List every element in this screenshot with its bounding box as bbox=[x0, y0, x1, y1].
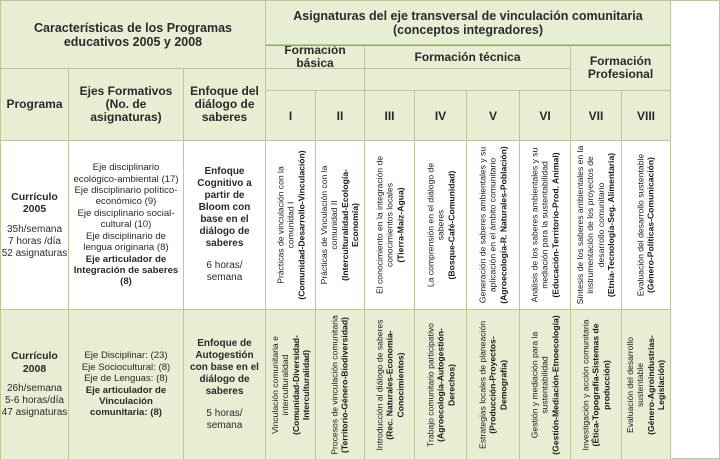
row-2008-asignatura-vii: Investigación y acción comunitaria (Ética-Topografía-Sistemas de producción) bbox=[571, 310, 622, 459]
row-2005-title: Currículo 2005 bbox=[11, 190, 58, 215]
header-roman-vii: VII bbox=[571, 91, 622, 141]
row-2005-asignatura-vi: Análisis de los saberes ambientales y su mediación para la sustentabilidad (Educación-Territorio-Prod. Animal) bbox=[520, 141, 571, 310]
header-roman-iv: IV bbox=[415, 91, 467, 141]
header-roman-iii: III bbox=[365, 91, 415, 141]
row-2008-asignatura-iii: Introducción al diálogo de saberes (Rec. Naturales-Economía-Conocimientos) bbox=[365, 310, 415, 459]
header-enfoque: Enfoque del diálogo de saberes bbox=[184, 69, 266, 141]
row-2008-title: Currículo 2008 bbox=[11, 350, 58, 375]
row-2008-asignatura-vi: Gestión y mediación para la sustentabilidad (Gestión-Mediación-Etnoecología) bbox=[520, 310, 571, 459]
header-roman-ii: II bbox=[316, 91, 365, 141]
row-2008-asignatura-iv: Trabajo comunitario participativo (Agroecología-Autogestión-Derechos) bbox=[415, 310, 467, 459]
header-spacer-tecnica bbox=[365, 69, 571, 91]
row-2005-asignatura-ii: Prácticas de Vinculación con la comunidad II (Interculturalidad-Ecología-Economía) bbox=[316, 141, 365, 310]
row-2005-asignatura-iv: La comprensión en el diálogo de saberes (Bosque-Café-Comunidad) bbox=[415, 141, 467, 310]
header-ejes: Ejes Formativos (No. de asignaturas) bbox=[69, 69, 184, 141]
header-roman-v: V bbox=[467, 91, 520, 141]
row-2005-asignatura-iii: El conocimiento en la integración de conocimientos locales (Tierra-Maíz-Agua) bbox=[365, 141, 415, 310]
row-2005-asignatura-i: Prácticas de vinculación con la comunidad I (Comunidad-Desarrollo-Vinculación) bbox=[266, 141, 316, 310]
header-roman-viii: VIII bbox=[622, 91, 671, 141]
row-2005-enfoque: Enfoque Cognitivo a partir de Bloom con base en el diálogo de saberes 6 horas/ semana bbox=[184, 141, 266, 310]
row-2005-asignatura-viii: Evaluación del desarrollo sustentable (Género-Políticas-Comunicación) bbox=[622, 141, 671, 310]
row-2008-asignatura-v: Estrategias locales de planeación (Producción-Proyectos-Demografía) bbox=[467, 310, 520, 459]
row-2008-asignatura-viii: Evaluación del desarrollo sustentable (Género-Agroindustrias-Legislación) bbox=[622, 310, 671, 459]
row-2008-asignatura-i: Vinculación comunitaria e interculturalidad (Comunidad-Diversidad-Interculturalidad) bbox=[266, 310, 316, 459]
row-2008-enfoque: Enfoque de Autogestión con base en el diálogo de saberes 5 horas/ semana bbox=[184, 310, 266, 459]
header-formacion-profesional: Formación Profesional bbox=[571, 45, 671, 91]
header-formacion-basica: Formación básica bbox=[266, 45, 365, 69]
header-caracteristicas: Características de los Programas educativos 2005 y 2008 bbox=[1, 1, 266, 69]
row-2008-ejes: Eje Disciplinar: (23) Eje Sociocultural: (8) Eje de Lenguas: (8) Eje articulador de Vinculación comunitaria: (8) bbox=[69, 310, 184, 459]
header-roman-vi: VI bbox=[520, 91, 571, 141]
row-2005-programa: Currículo 2005 35h/semana 7 horas /día 52 asignaturas bbox=[1, 141, 69, 310]
header-asignaturas: Asignaturas del eje transversal de vinculación comunitaria (conceptos integradores) bbox=[266, 1, 671, 45]
row-2008-asignatura-ii: Procesos de vinculación comunitaria (Territorio-Género-Biodiversidad) bbox=[316, 310, 365, 459]
row-2005-asignatura-v: Generación de saberes ambientales y su aplicación en el ámbito comunitario (Agroecología-R. Naturales-Población) bbox=[467, 141, 520, 310]
row-2005-asignatura-vii: Síntesis de los saberes ambientales en la instrumentación de los proyectos de desarrollo comunitario (Etnia-Tecnología-Seg. Alimentaria) bbox=[571, 141, 622, 310]
header-spacer-basica bbox=[266, 69, 365, 91]
header-formacion-tecnica: Formación técnica bbox=[365, 45, 571, 69]
header-programa: Programa bbox=[1, 69, 69, 141]
row-2005-ejes: Eje disciplinario ecológico-ambiental (17) Eje disciplinario político-económico (9) Eje disciplinario social-cultural (10) Eje disciplinario de lengua originaria (8) Eje articulador de Integración de saberes (8) bbox=[69, 141, 184, 310]
row-2008-programa: Currículo 2008 26h/semana 5-6 horas/día 47 asignaturas bbox=[1, 310, 69, 459]
header-roman-i: I bbox=[266, 91, 316, 141]
